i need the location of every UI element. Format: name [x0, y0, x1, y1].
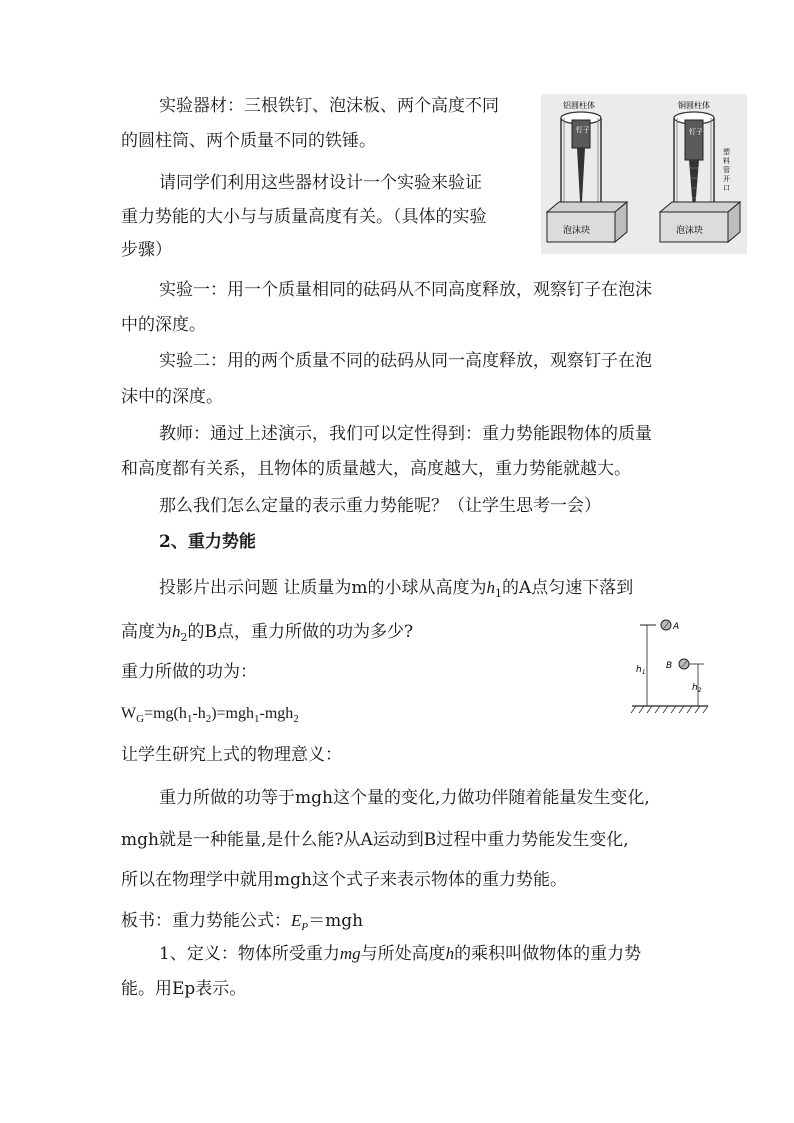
projection-line-2: 高度为$h_2$的B点，重力所做的功为多少?	[121, 622, 414, 644]
teacher-line-2: 和高度都有关系，且物体的质量越大，高度越大，重力势能就越大。	[121, 459, 631, 479]
experiment2-line-1: 实验二：用的两个质量不同的砝码从同一高度释放，观察钉子在泡	[159, 351, 652, 371]
teacher-line-1: 教师：通过上述演示，我们可以定性得到：重力势能跟物体的质量	[159, 424, 652, 444]
h2-label: $h_2$	[692, 683, 702, 694]
design-line-1: 请同学们利用这些器材设计一个实验来验证	[159, 173, 482, 193]
projection-line-1: 投影片出示问题 让质量为m的小球从高度为$h_1$的A点匀速下落到	[159, 578, 634, 600]
experiment1-line-2: 中的深度。	[121, 315, 206, 335]
meaning-line-2: mgh就是一种能量,是什么能?从A运动到B过程中重力势能发生变化,	[121, 830, 629, 850]
experiment1-line-1: 实验一：用一个质量相同的砝码从不同高度释放，观察钉子在泡沫	[159, 280, 652, 300]
right-nail-label: 钉子	[689, 128, 703, 136]
right-cylinder-label: 铜圆柱体	[678, 101, 710, 110]
meaning-line-1: 重力所做的功等于mgh这个量的变化,力做功伴随着能量发生变化,	[159, 788, 650, 808]
materials-line-2: 的圆柱筒、两个质量不同的铁锤。	[121, 131, 376, 151]
question-line: 那么我们怎么定量的表示重力势能呢？（让学生思考一会）	[159, 496, 601, 516]
nail-experiment-figure	[541, 94, 747, 254]
definition-line-2: 能。用Ep表示。	[121, 979, 247, 999]
design-line-3: 步骤）	[121, 240, 172, 260]
point-a-label: A	[673, 622, 680, 632]
point-b-label: B	[666, 661, 673, 671]
tube-opening-label: 塑料管开口	[723, 148, 730, 192]
board-formula: 板书：重力势能公式：$E_P=mgh$	[121, 911, 364, 933]
materials-line-1: 实验器材：三根铁钉、泡沫板、两个高度不同	[159, 96, 499, 116]
design-line-2: 重力势能的大小与与质量高度有关。（具体的实验	[121, 207, 487, 227]
section-heading: 2、重力势能	[159, 532, 256, 552]
left-cylinder-label: 铝圆柱体	[563, 101, 595, 110]
definition-line-1: 1、定义：物体所受重力mg与所处高度h的乘积叫做物体的重力势	[159, 944, 642, 964]
h1-label: $h_1$	[636, 665, 646, 676]
work-formula: $W_G=mg(h_1-h_2)=mgh_1-mgh_2$	[121, 705, 299, 725]
left-foam-label: 泡沫块	[563, 226, 591, 236]
meaning-line-3: 所以在物理学中就用mgh这个式子来表示物体的重力势能。	[121, 870, 567, 890]
left-nail-label: 钉子	[576, 126, 590, 134]
work-label: 重力所做的功为：	[121, 662, 257, 682]
experiment2-line-2: 沫中的深度。	[121, 387, 223, 407]
meaning-intro: 让学生研究上式的物理意义：	[121, 745, 342, 765]
right-foam-label: 泡沫块	[676, 226, 704, 236]
falling-ball-figure	[628, 618, 710, 718]
